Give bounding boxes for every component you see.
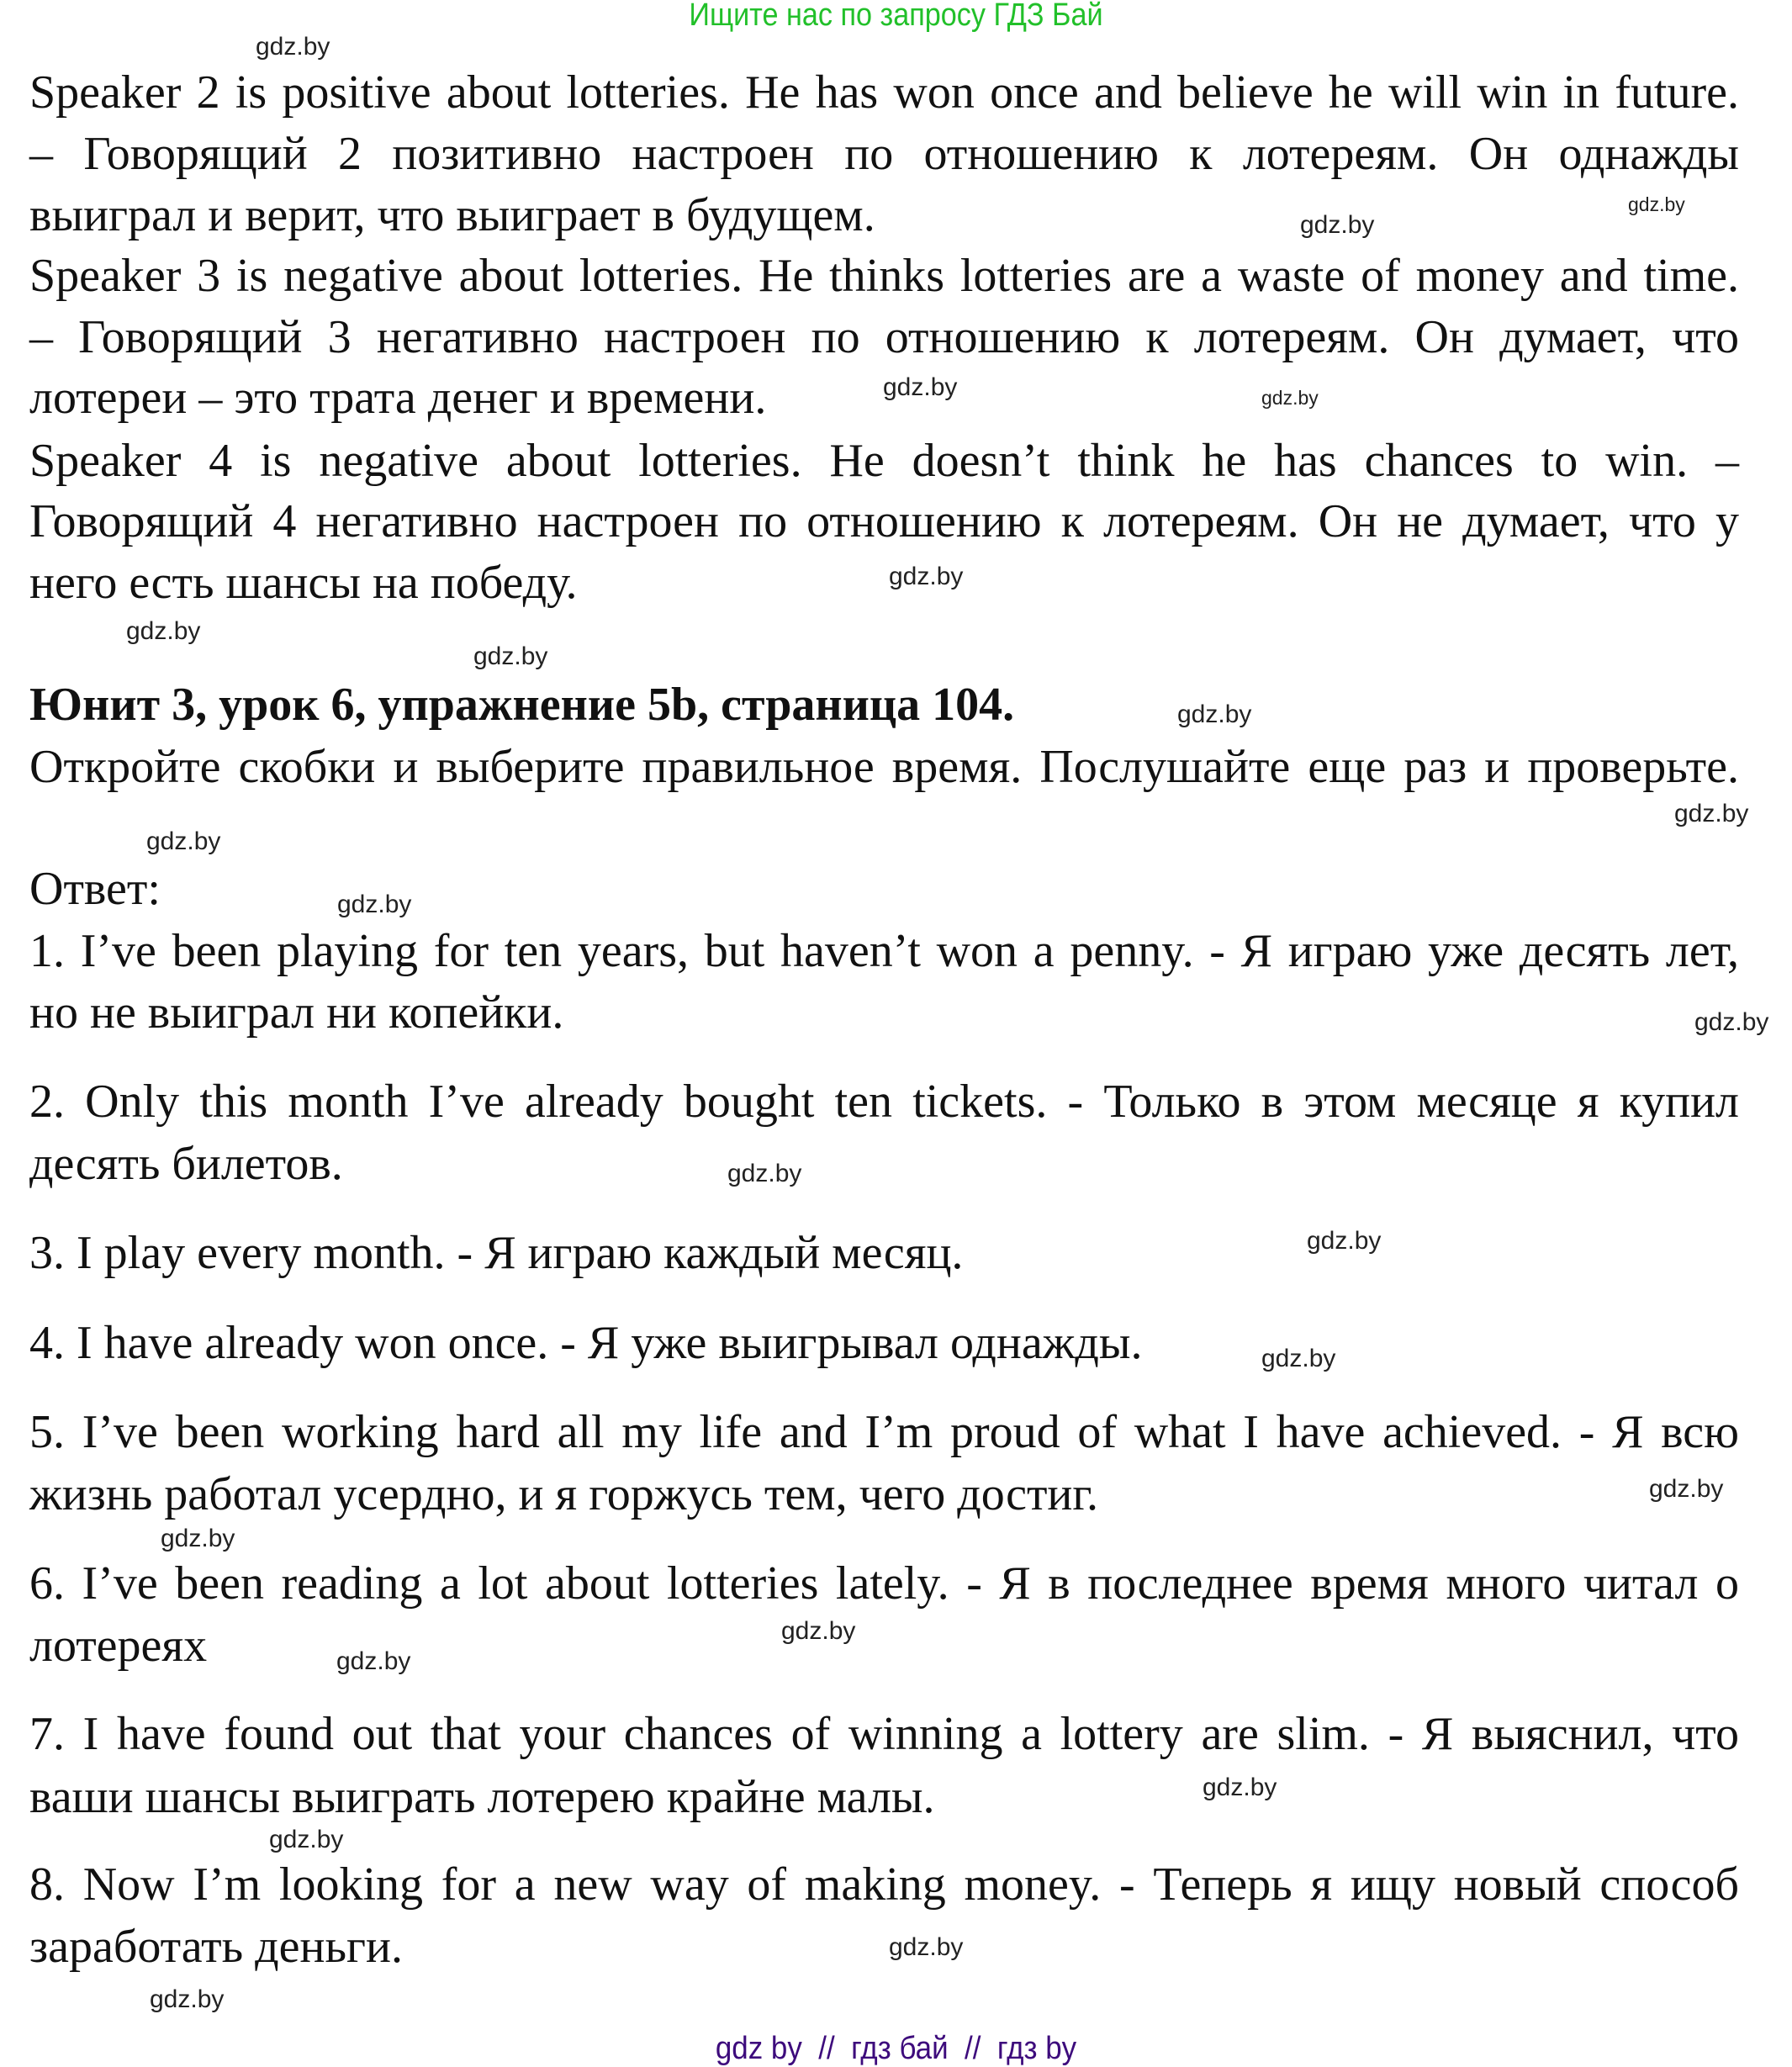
watermark: gdz.by [727, 1160, 802, 1187]
answer-4: 4. I have already won once. - Я уже выигрывал однажды. [29, 1317, 1143, 1369]
watermark: gdz.by [256, 33, 330, 61]
watermark: gdz.by [781, 1617, 856, 1645]
watermark: gdz.by [336, 1647, 411, 1675]
watermark: gdz.by [1177, 700, 1252, 728]
answer-6: 6. I’ve been reading a lot about lotteries lately. - Я в последнее время много читал о [29, 1557, 1739, 1610]
watermark: gdz.by [1649, 1475, 1724, 1503]
watermark: gdz.by [889, 563, 964, 590]
exercise-instruction: Откройте скобки и выберите правильное время. Послушайте еще раз и проверьте. [29, 741, 1739, 793]
answer-8-cont: заработать деньги. [29, 1921, 403, 1973]
watermark: gdz.by [269, 1826, 344, 1853]
exercise-heading: Юнит 3, урок 6, упражнение 5b, страница 104. [29, 679, 1015, 731]
speaker-2-line: Speaker 2 is positive about lotteries. He has won once and believe he will win in future. [29, 66, 1739, 119]
answer-6-cont: лотереях [29, 1620, 208, 1672]
watermark: gdz.by [473, 642, 548, 670]
watermark: gdz.by [1307, 1227, 1382, 1255]
speaker-3-line: Speaker 3 is negative about lotteries. He thinks lotteries are a waste of money and time. [29, 250, 1739, 302]
speaker-3-translation-end: лотереи – это трата денег и времени. [29, 372, 767, 424]
answer-8: 8. Now I’m looking for a new way of making money. - Теперь я ищу новый способ [29, 1858, 1739, 1911]
watermark: gdz.by [1203, 1774, 1277, 1801]
watermark: gdz.by [1694, 1008, 1769, 1036]
watermark: gdz.by [1674, 800, 1749, 827]
watermark: gdz.by [126, 617, 201, 645]
watermark: gdz.by [1300, 211, 1375, 239]
watermark: gdz.by [1261, 1345, 1336, 1372]
watermark: gdz.by [150, 1985, 225, 2013]
speaker-4-translation-end: него есть шансы на победу. [29, 557, 578, 609]
watermark: gdz.by [1628, 193, 1685, 215]
answer-5: 5. I’ve been working hard all my life and I’m proud of what I have achieved. - Я всю [29, 1406, 1739, 1458]
speaker-2-translation-end: выиграл и верит, что выиграет в будущем. [29, 189, 875, 241]
footer-banner: gdz by // гдз бай // гдз by [715, 2031, 1077, 2066]
answer-1: 1. I’ve been playing for ten years, but haven’t won a penny. - Я играю уже десять лет, [29, 925, 1739, 977]
answer-label: Ответ: [29, 863, 161, 915]
speaker-4-line: Speaker 4 is negative about lotteries. He doesn’t think he has chances to win. – [29, 435, 1739, 487]
watermark: gdz.by [1261, 387, 1319, 409]
answer-5-cont: жизнь работал усердно, и я горжусь тем, чего достиг. [29, 1468, 1099, 1520]
answer-2-cont: десять билетов. [29, 1138, 343, 1190]
speaker-2-translation: – Говорящий 2 позитивно настроен по отношению к лотереям. Он однажды [29, 128, 1739, 180]
watermark: gdz.by [337, 891, 412, 918]
speaker-3-translation: – Говорящий 3 негативно настроен по отношению к лотереям. Он думает, что [29, 311, 1739, 363]
search-banner: Ищите нас по запросу ГДЗ Бай [689, 0, 1103, 33]
watermark: gdz.by [883, 373, 958, 401]
answer-7-cont: ваши шансы выиграть лотерею крайне малы. [29, 1771, 935, 1823]
speaker-4-translation: Говорящий 4 негативно настроен по отношению к лотереям. Он не думает, что у [29, 495, 1739, 547]
watermark: gdz.by [889, 1933, 964, 1961]
answer-1-cont: но не выиграл ни копейки. [29, 986, 564, 1039]
watermark: gdz.by [161, 1525, 235, 1552]
answer-3: 3. I play every month. - Я играю каждый месяц. [29, 1227, 964, 1279]
answer-7: 7. I have found out that your chances of winning a lottery are slim. - Я выяснил, что [29, 1708, 1739, 1760]
answer-2: 2. Only this month I’ve already bought ten tickets. - Только в этом месяце я купил [29, 1076, 1739, 1128]
watermark: gdz.by [146, 827, 221, 855]
